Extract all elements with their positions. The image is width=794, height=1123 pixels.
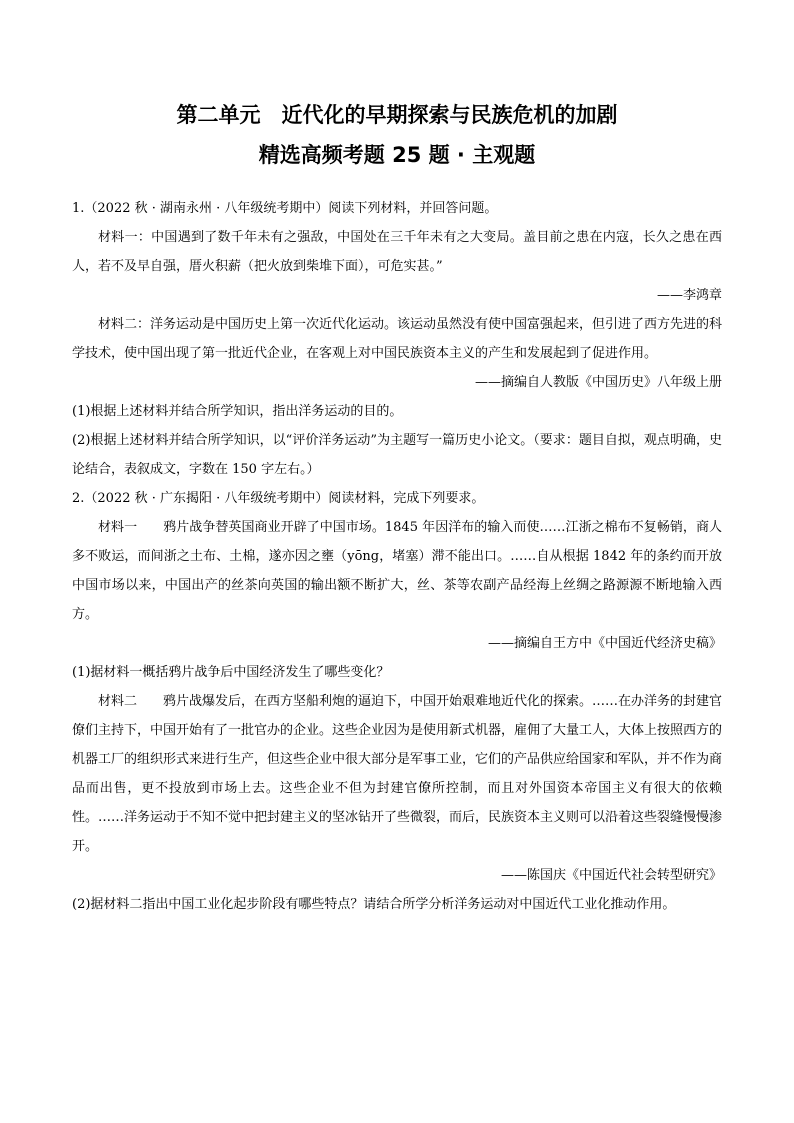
question-2-source-2: ——陈国庆《中国近代社会转型研究》 [500, 868, 722, 883]
unit-subtitle: 精选高频考题 25 题 · 主观题 [258, 143, 536, 167]
question-1-source-1: ——李鸿章 [656, 288, 722, 303]
question-1 [72, 194, 722, 484]
question-2-source-1: ——摘编自王方中《中国近代经济史稿》 [487, 636, 722, 651]
question-2-material-1: 材料一 鸦片战争替英国商业开辟了中国市场。1845 年因洋布的输入而使……江浙之棉布不复畅销，商人多不败运，而间浙之土布、土棉，遂亦因之壅（yōng，堵塞）滞不能出口。……自从根据 1842 年的条约而开放中国市场以来，中国出产的丝茶向英国的输出额不断扩大，丝、茶等农副产品经海上丝绸之路源源不断地输入西方。 [72, 520, 722, 622]
question-1-material-1: 材料一：中国遇到了数千年未有之强敌，中国处在三千年未有之大变局。盖目前之患在内寇，长久之患在西人，若不及早自强，厝火积薪（把火放到柴堆下面），可危实甚。” [72, 230, 722, 274]
question-1-source-2: ——摘编自人教版《中国历史》八年级上册 [474, 375, 722, 390]
question-2-sub-2: (2)据材料二指出中国工业化起步阶段有哪些特点？请结合所学分析洋务运动对中国近代工业化推动作用。 [72, 897, 676, 912]
question-2-sub-1: (1)据材料一概括鸦片战争后中国经济发生了哪些变化？ [72, 665, 390, 680]
question-1-head: 1.（2022 秋 · 湖南永州 · 八年级统考期中）阅读下列材料，并回答问题。 [72, 201, 498, 216]
question-1-material-2: 材料二：洋务运动是中国历史上第一次近代化运动。该运动虽然没有使中国富强起来，但引进了西方先进的科学技术，使中国出现了第一批近代企业，在客观上对中国民族资本主义的产生和发展起到了促进作用。 [72, 317, 723, 361]
question-1-sub-2: (2)根据上述材料并结合所学知识，以“评价洋务运动”为主题写一篇历史小论文。（要求：题目自拟，观点明确，史论结合，表叙成文，字数在 150 字左右。） [72, 433, 722, 477]
question-2-head: 2.（2022 秋 · 广东揭阳 · 八年级统考期中）阅读材料，完成下列要求。 [72, 491, 485, 506]
unit-title: 第二单元 近代化的早期探索与民族危机的加剧 [176, 103, 618, 127]
question-2-material-2: 材料二 鸦片战爆发后，在西方坚船利炮的逼迫下，中国开始艰难地近代化的探索。……在办洋务的封建官僚们主持下，中国开始有了一批官办的企业。这些企业因为是使用新式机器，雇佣了大量工人，大体上按照西方的机器工厂的组织形式来进行生产，但这些企业中很大部分是军事工业，它们的产品供应给国家和军队，并不作为商品而出售，更不投放到市场上去。这些企业不但为封建官僚所控制，而且对外国资本帝国主义有很大的依赖性。……洋务运动于不知不觉中把封建主义的坚冰钻开了些微裂，而后，民族资本主义则可以沿着这些裂缝慢慢渗开。 [72, 694, 723, 854]
question-1-sub-1: (1)根据上述材料并结合所学知识，指出洋务运动的目的。 [72, 404, 403, 419]
question-2 [72, 484, 722, 919]
